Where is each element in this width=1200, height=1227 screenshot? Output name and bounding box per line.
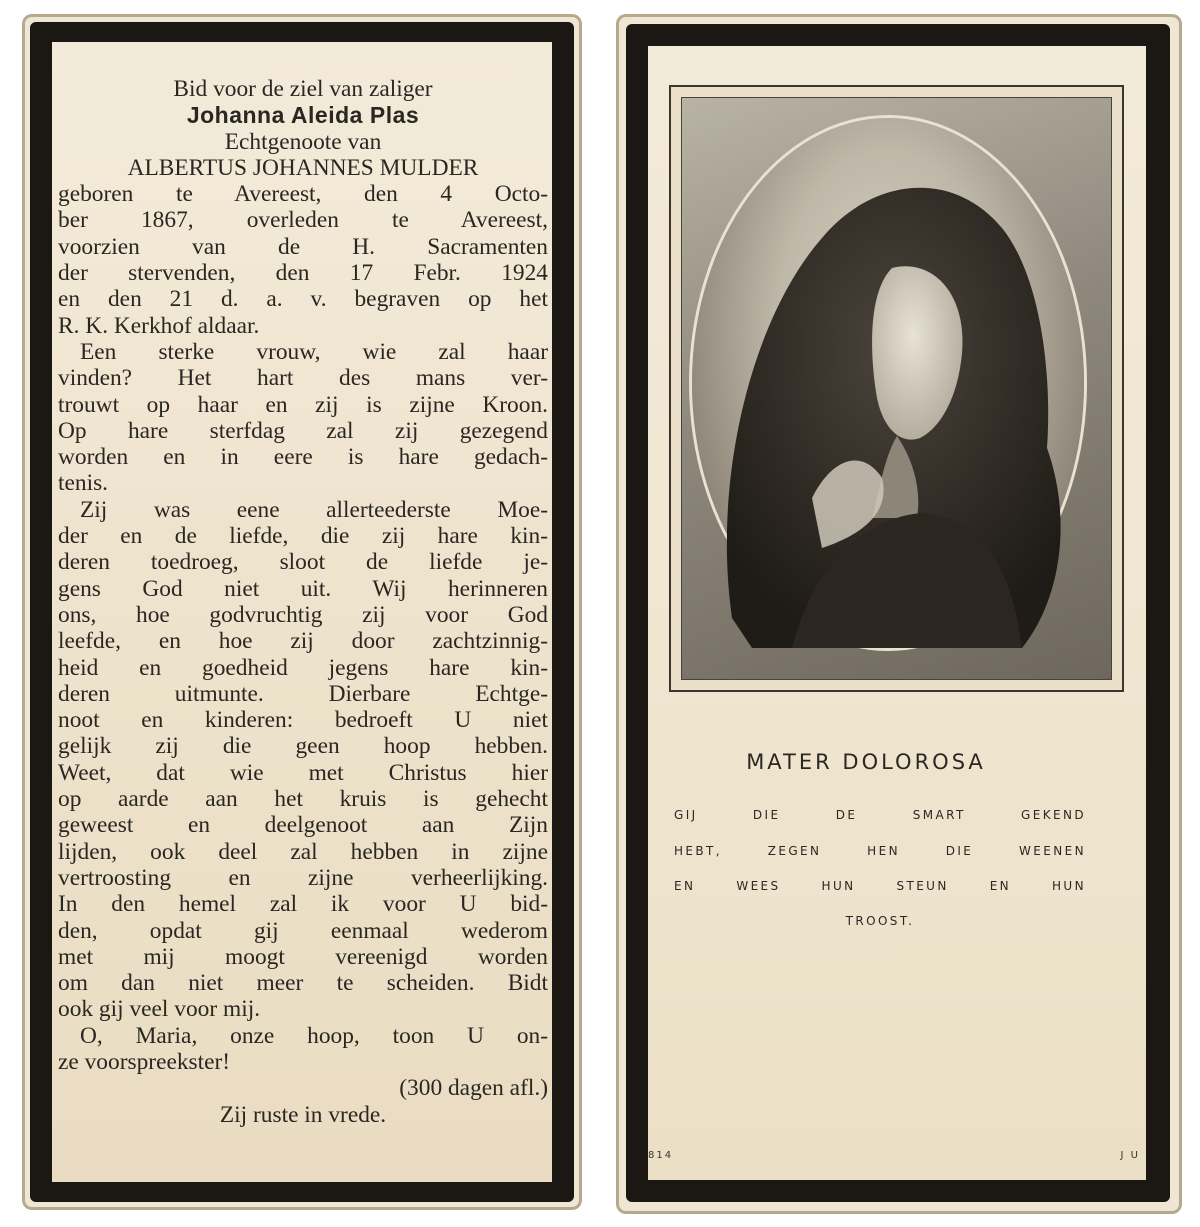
text-line: om dan niet meer te scheiden. Bidt — [58, 970, 548, 997]
verse-line-3: EN WEES HUN STEUN EN HUN — [674, 879, 1086, 893]
text-line: lijden, ook deel zal hebben in zijne — [58, 838, 548, 865]
text-line: ze voorspreekster! — [58, 1048, 231, 1075]
text-line: Weet, dat wie met Christus hier — [58, 759, 548, 786]
text-line: Bid voor de ziel van zaliger — [173, 76, 433, 102]
text-line: vertroosting en zijne verheerlijking. — [58, 864, 548, 891]
text-line: Zij ruste in vrede. — [219, 1101, 387, 1128]
text-line: R. K. Kerkhof aldaar. — [58, 312, 260, 339]
deceased-name: Johanna Aleida Plas — [186, 102, 420, 129]
portrait-frame — [669, 85, 1124, 692]
text-line: geboren te Avereest, den 4 Octo- — [58, 181, 548, 208]
text-line: den, opdat gij eenmaal wederom — [58, 917, 548, 944]
text-line: geweest en deelgenoot aan Zijn — [58, 812, 548, 839]
text-line: op aarde aan het kruis is gehecht — [58, 786, 548, 813]
text-line: deren uitmunte. Dierbare Echtge- — [58, 680, 548, 707]
text-line: heid en goedheid jegens hare kin- — [58, 654, 548, 681]
publisher-mark: J U — [1120, 1150, 1140, 1161]
verse-line-1: GIJ DIE DE SMART GEKEND — [674, 808, 1086, 822]
text-line: ber 1867, overleden te Avereest, — [58, 207, 548, 234]
text-line: ALBERTUS JOHANNES MULDER — [127, 154, 479, 181]
text-line: voorzien van de H. Sacramenten — [58, 233, 548, 260]
text-line: en den 21 d. a. v. begraven op het — [58, 286, 548, 313]
portrait-oval — [692, 118, 1084, 648]
text-line: worden en in eere is hare gedach- — [58, 444, 548, 471]
text-line: Zij was eene allerteederste Moe- — [80, 496, 548, 523]
text-line: In den hemel zal ik voor U bid- — [58, 891, 548, 918]
memorial-text — [58, 76, 548, 1128]
prayer-card-image-side — [616, 14, 1182, 1214]
text-line: trouwt op haar en zij is zijne Kroon. — [58, 391, 548, 418]
text-line: deren toedroeg, sloot de liefde je- — [58, 549, 548, 576]
text-line: Een sterke vrouw, wie zal haar — [80, 338, 548, 365]
portrait-background — [681, 97, 1112, 680]
madonna-portrait-image — [692, 118, 1084, 648]
text-line: der en de liefde, die zij hare kin- — [58, 523, 548, 550]
prayer-card-text-side — [22, 14, 582, 1210]
text-line: (300 dagen afl.) — [399, 1075, 548, 1102]
verse-line-2: HEBT, ZEGEN HEN DIE WEENEN — [674, 844, 1086, 858]
text-line: gens God niet uit. Wij herinneren — [58, 575, 548, 602]
text-line: O, Maria, onze hoop, toon U on- — [80, 1022, 548, 1049]
text-line: gelijk zij die geen hoop hebben. — [58, 733, 548, 760]
text-line: ook gij veel voor mij. — [58, 996, 261, 1023]
text-line: tenis. — [58, 470, 109, 497]
text-line: met mij moogt vereenigd worden — [58, 943, 548, 970]
card-number: 814 — [648, 1150, 674, 1161]
text-line: vinden? Het hart des mans ver- — [58, 365, 548, 392]
card-title: MATER DOLOROSA — [746, 750, 986, 774]
text-line: der stervenden, den 17 Febr. 1924 — [58, 260, 548, 287]
text-line: ons, hoe godvruchtig zij voor God — [58, 601, 548, 628]
text-line: Echtgenoote van — [224, 128, 382, 155]
text-line: Op hare sterfdag zal zij gezegend — [58, 417, 548, 444]
text-line: noot en kinderen: bedroeft U niet — [58, 707, 548, 734]
text-line: leefde, en hoe zij door zachtzinnig- — [58, 628, 548, 655]
verse-line-4: TROOST. — [845, 914, 915, 928]
